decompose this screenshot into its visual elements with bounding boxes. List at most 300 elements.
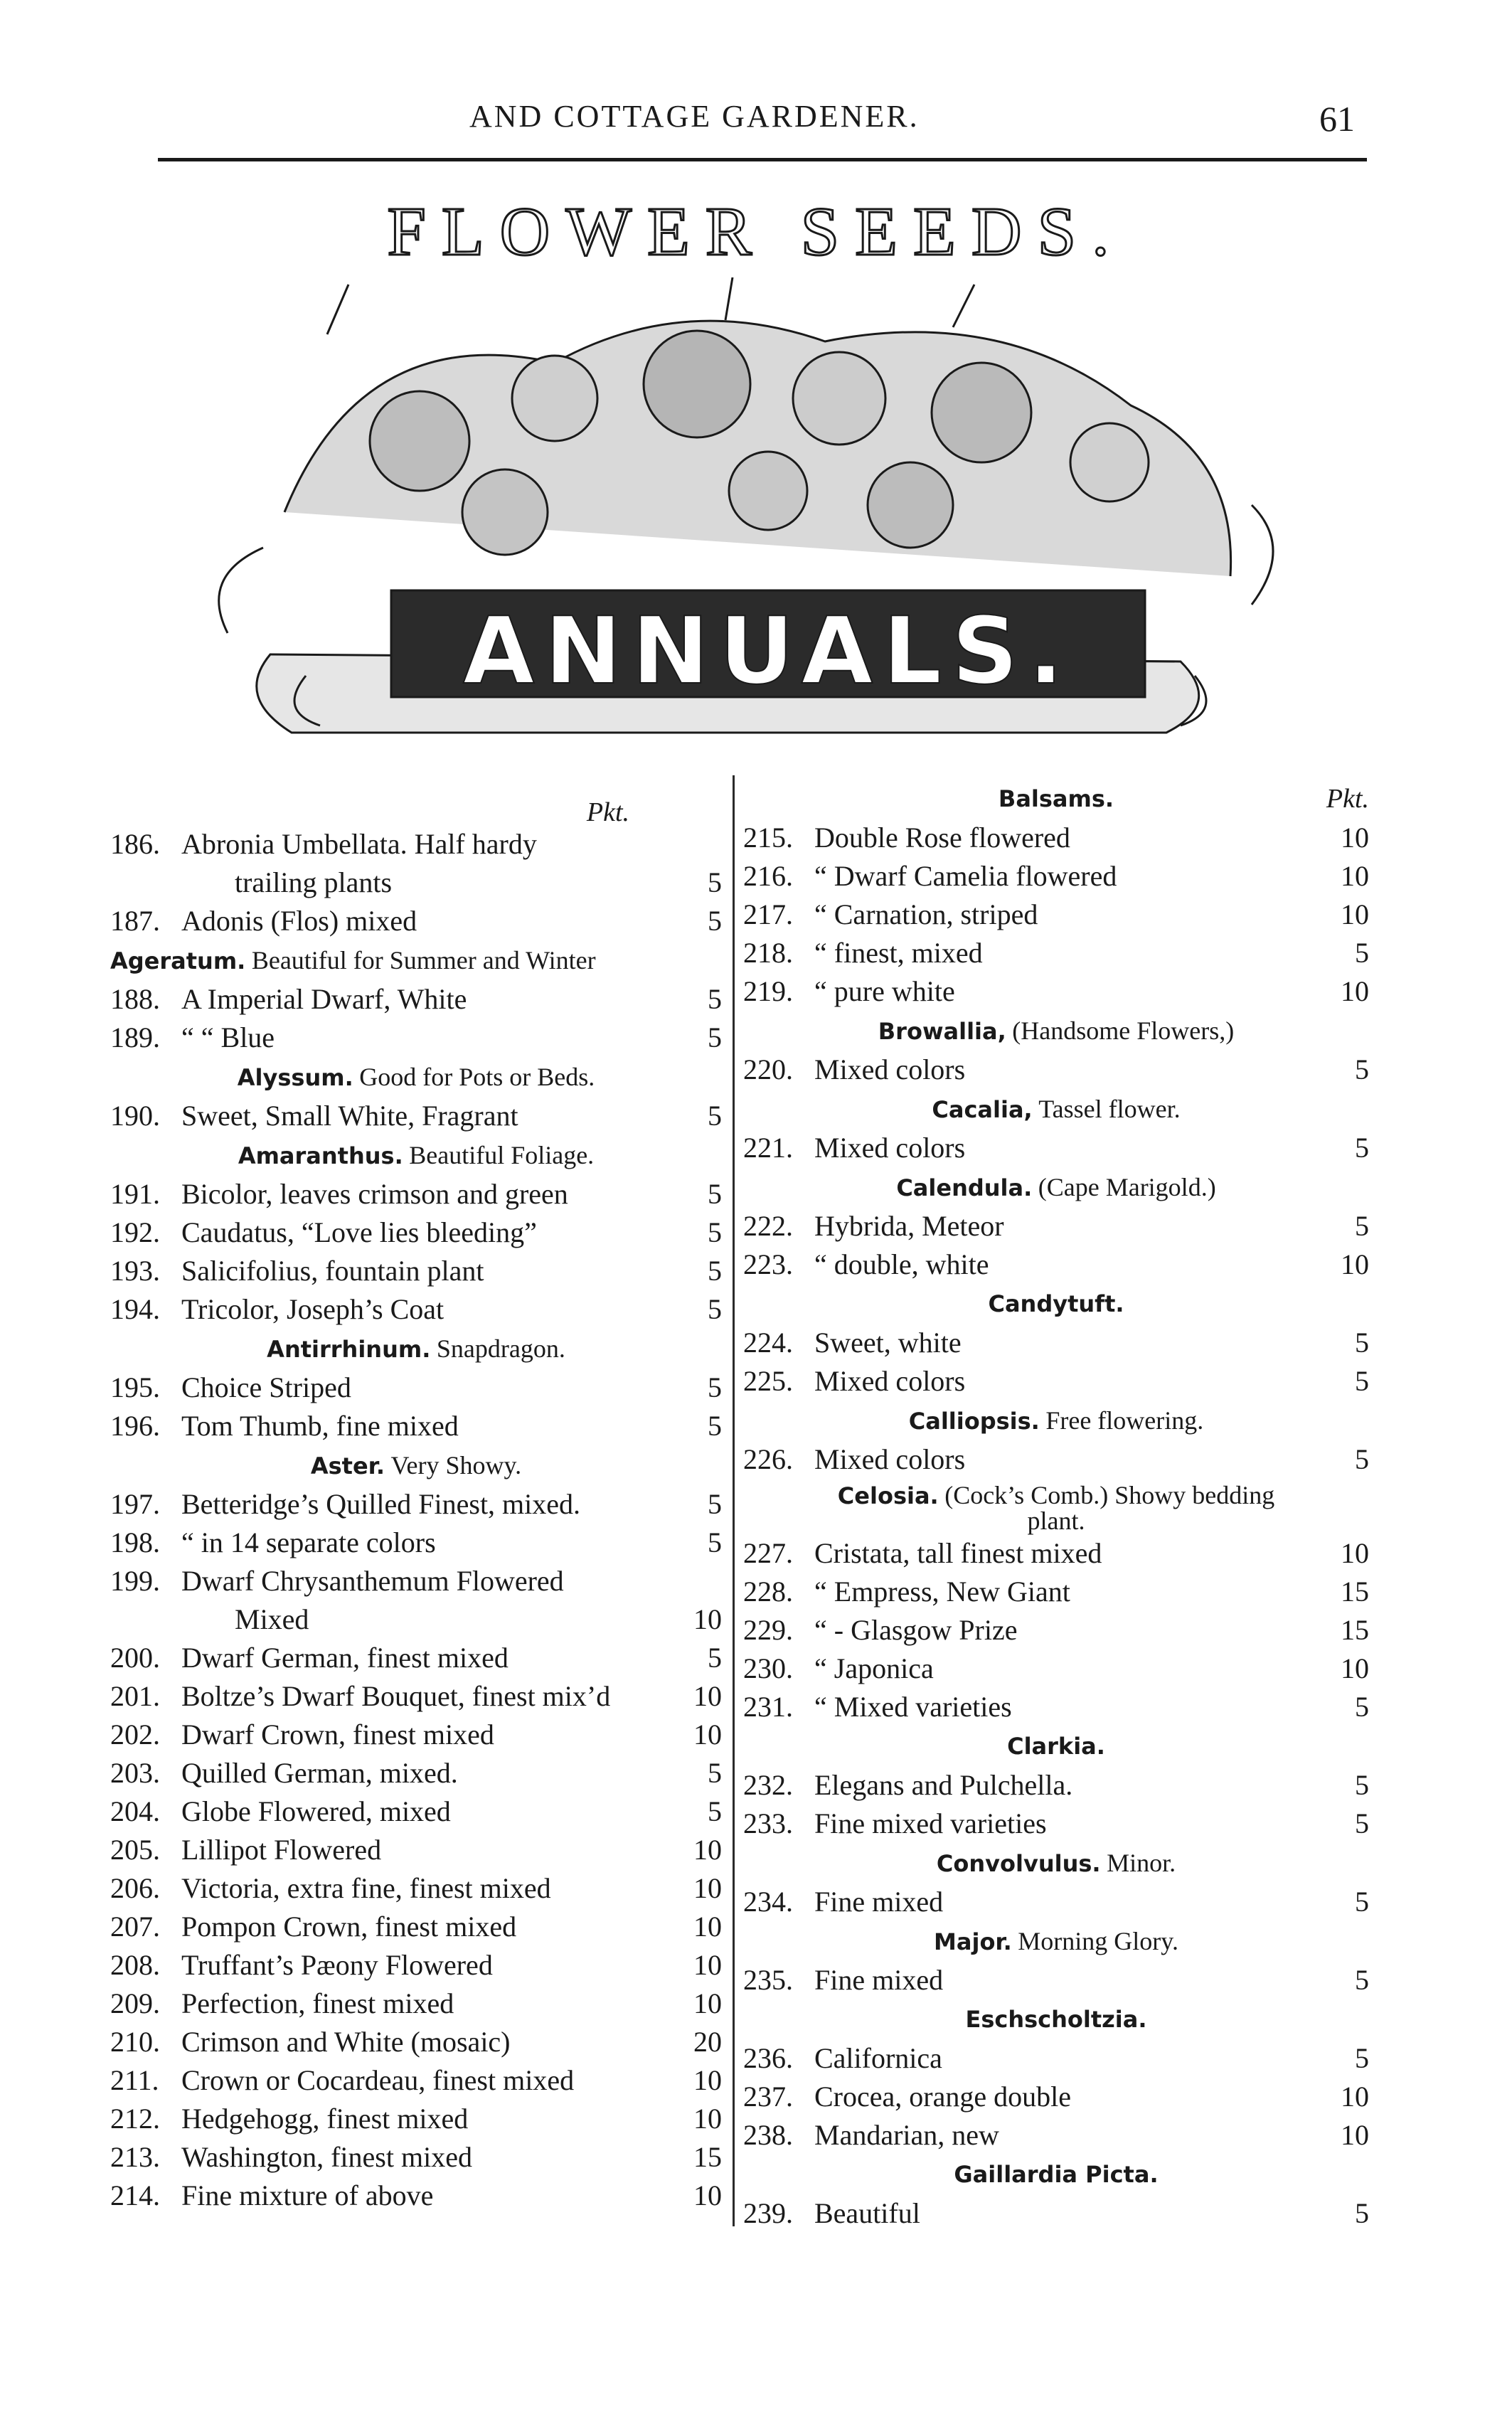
- entry-lead: [110, 1100, 523, 1132]
- section-header: [110, 1445, 722, 1485]
- entry-lead: [110, 1410, 463, 1442]
- entry-lead: [743, 898, 1042, 930]
- section-header: [743, 1401, 1369, 1440]
- entry-name: Abronia Umbellata. Half hardy: [181, 828, 537, 860]
- entry-price: 5: [703, 1019, 722, 1057]
- list-item: [110, 1677, 722, 1716]
- entry-price: 10: [1336, 819, 1369, 857]
- list-item: [743, 896, 1369, 934]
- list-item: [110, 1407, 722, 1445]
- section-header-description: (Cock’s Comb.) Showy bedding: [944, 1481, 1275, 1509]
- section-header: [743, 1167, 1369, 1207]
- entry-name: Truffant’s Pæony Flowered: [181, 1949, 493, 1981]
- section-header: [743, 1726, 1369, 1766]
- entry-number: 194.: [110, 1293, 160, 1325]
- list-item: [743, 1051, 1369, 1089]
- entry-number: 227.: [743, 1537, 793, 1569]
- entry-name: Crocea, orange double: [814, 2081, 1071, 2113]
- entry-name: Mixed colors: [814, 1365, 966, 1397]
- section-header: [743, 1999, 1369, 2039]
- entry-name: Dwarf Chrysanthemum Flowered: [181, 1565, 564, 1597]
- entry-number: 201.: [110, 1680, 160, 1712]
- entry-number: 198.: [110, 1526, 160, 1558]
- entry-number: 232.: [743, 1769, 793, 1801]
- entry-price: 5: [703, 1485, 722, 1524]
- section-header-description: Beautiful Foliage.: [409, 1141, 595, 1169]
- entry-lead: [110, 2141, 477, 2173]
- entry-name: Cristata, tall finest mixed: [814, 1537, 1102, 1569]
- entry-lead: [110, 2026, 515, 2058]
- entry-lead: [110, 1795, 455, 1827]
- entry-name: Perfection, finest mixed: [181, 1987, 454, 2019]
- entry-number: 237.: [743, 2081, 793, 2113]
- entry-number: 235.: [743, 1964, 793, 1996]
- entry-number: 207.: [110, 1911, 160, 1943]
- entry-price: 5: [703, 1252, 722, 1290]
- entry-lead: [743, 822, 1075, 854]
- entry-name: Tom Thumb, fine mixed: [181, 1410, 459, 1442]
- list-item: [110, 1639, 722, 1677]
- list-item: [110, 1754, 722, 1792]
- entry-price: 5: [703, 1369, 722, 1407]
- entry-price: 5: [703, 1290, 722, 1329]
- entry-price: 5: [703, 1213, 722, 1252]
- entry-lead: [110, 1949, 497, 1981]
- entry-name: Choice Striped: [181, 1371, 351, 1403]
- entry-name: trailing plants: [235, 866, 393, 898]
- list-item: [110, 1175, 722, 1213]
- section-header: [743, 779, 1369, 819]
- entry-name: “ Carnation, striped: [814, 898, 1038, 930]
- entry-lead: [110, 1642, 513, 1674]
- entry-name: “ - Glasgow Prize: [814, 1614, 1018, 1646]
- section-header-title: Browallia,: [878, 1018, 1006, 1045]
- list-item: [743, 1961, 1369, 1999]
- entry-lead: [743, 1210, 1008, 1242]
- entry-price: 5: [1351, 1440, 1369, 1479]
- entry-name: Elegans and Pulchella.: [814, 1769, 1073, 1801]
- entry-name: Mixed colors: [814, 1132, 966, 1164]
- entry-lead: [110, 2064, 578, 2096]
- entry-number: 224.: [743, 1327, 793, 1359]
- list-item: [743, 1324, 1369, 1362]
- entry-lead: [743, 1443, 969, 1475]
- entry-number: 233.: [743, 1807, 793, 1839]
- entry-price: 10: [689, 1677, 722, 1716]
- entry-number: 236.: [743, 2042, 793, 2074]
- entry-price: 10: [689, 2177, 722, 2215]
- entry-price: 10: [1336, 1534, 1369, 1573]
- entry-lead: [110, 1293, 448, 1325]
- list-item: [110, 2023, 722, 2061]
- entry-price: 5: [703, 1754, 722, 1792]
- entry-lead: [743, 937, 987, 969]
- entry-price: 5: [703, 864, 722, 902]
- entry-number: 231.: [743, 1691, 793, 1723]
- entry-number: 221.: [743, 1132, 793, 1164]
- entry-price: 10: [689, 1600, 722, 1639]
- section-header-description: (Handsome Flowers,): [1012, 1016, 1235, 1045]
- entry-number: 193.: [110, 1255, 160, 1287]
- list-item: [110, 2138, 722, 2177]
- entry-name: Fine mixed varieties: [814, 1807, 1047, 1839]
- entry-lead: [743, 1537, 1106, 1569]
- entry-lead: [743, 1652, 938, 1684]
- entry-lead: [110, 1216, 541, 1248]
- entry-lead: [743, 1691, 1016, 1723]
- entry-price: 10: [689, 1831, 722, 1869]
- list-item: [743, 1129, 1369, 1167]
- list-item: [743, 1805, 1369, 1843]
- entry-lead: [110, 1565, 568, 1597]
- page-number: 61: [1319, 99, 1355, 139]
- entry-lead: [743, 1053, 969, 1085]
- entry-price: 10: [689, 1985, 722, 2023]
- entry-name: Salicifolius, fountain plant: [181, 1255, 484, 1287]
- entry-lead: [110, 828, 541, 860]
- section-header: [743, 1011, 1369, 1051]
- list-item: [743, 972, 1369, 1011]
- entry-price: 15: [689, 2138, 722, 2177]
- entry-price: 5: [1351, 1766, 1369, 1805]
- entry-name: “ “ Blue: [181, 1021, 275, 1053]
- entry-price: 5: [1351, 1961, 1369, 1999]
- pkt-label-left: Pkt.: [586, 797, 629, 827]
- list-item: [110, 1716, 722, 1754]
- entry-name: Beautiful: [814, 2197, 920, 2229]
- list-item: [743, 934, 1369, 972]
- entry-price: 5: [1351, 2039, 1369, 2078]
- list-item: [743, 2039, 1369, 2078]
- entry-price: 10: [689, 2100, 722, 2138]
- entry-name: Mandarian, new: [814, 2119, 999, 2151]
- entry-lead: [743, 1248, 994, 1280]
- entry-lead: [743, 2119, 1003, 2151]
- list-item: [110, 825, 722, 902]
- list-item: [110, 1097, 722, 1135]
- entry-name: Lillipot Flowered: [181, 1834, 382, 1866]
- entry-lead: [743, 1327, 966, 1359]
- entry-number: 212.: [110, 2103, 160, 2135]
- section-header-description: Good for Pots or Beds.: [359, 1063, 595, 1091]
- section-header: [743, 1921, 1369, 1961]
- entry-number: 209.: [110, 1987, 160, 2019]
- entry-price: 10: [689, 1716, 722, 1754]
- list-item: [110, 1369, 722, 1407]
- section-header: [743, 1284, 1369, 1324]
- entry-name: Tricolor, Joseph’s Coat: [181, 1293, 444, 1325]
- entry-name: Fine mixed: [814, 1886, 944, 1918]
- entry-number: 228.: [743, 1576, 793, 1608]
- entry-price: 5: [703, 980, 722, 1019]
- entry-price: 15: [1336, 1611, 1369, 1649]
- entry-lead: [743, 1807, 1051, 1839]
- entry-price: 10: [1336, 857, 1369, 896]
- entry-price: 10: [1336, 2078, 1369, 2116]
- annuals-floral-vignette: [185, 277, 1316, 790]
- entry-name: Caudatus, “Love lies bleeding”: [181, 1216, 537, 1248]
- section-header-title: Eschscholtzia.: [965, 2006, 1147, 2033]
- entry-number: 229.: [743, 1614, 793, 1646]
- list-item: [743, 1534, 1369, 1573]
- entry-lead: [110, 1178, 573, 1210]
- entry-lead: [110, 1757, 462, 1789]
- entry-number: 210.: [110, 2026, 160, 2058]
- list-item: [110, 1562, 722, 1639]
- entry-price: 10: [689, 1869, 722, 1908]
- entry-number: 189.: [110, 1021, 160, 1053]
- entry-lead: [110, 2103, 472, 2135]
- entry-price: 10: [1336, 2116, 1369, 2155]
- entry-name: Dwarf Crown, finest mixed: [181, 1718, 494, 1750]
- entry-price: 15: [1336, 1573, 1369, 1611]
- list-item: [110, 980, 722, 1019]
- section-header: [743, 1089, 1369, 1129]
- entry-price: 10: [1336, 1649, 1369, 1688]
- section-header-title: Major.: [934, 1928, 1012, 1955]
- entry-number: 222.: [743, 1210, 793, 1242]
- section-header-title: Clarkia.: [1007, 1733, 1105, 1760]
- list-item: [110, 902, 722, 940]
- section-header: [743, 1479, 1369, 1534]
- list-item: [743, 1611, 1369, 1649]
- entry-number: 196.: [110, 1410, 160, 1442]
- entry-price: 10: [1336, 896, 1369, 934]
- entry-number: 187.: [110, 905, 160, 937]
- list-item: [743, 819, 1369, 857]
- section-header-description: Tassel flower.: [1038, 1095, 1181, 1123]
- annuals-banner-text: ANNUALS.: [462, 597, 1074, 705]
- entry-number: 205.: [110, 1834, 160, 1866]
- entry-number: 214.: [110, 2179, 160, 2211]
- section-header-title: Cacalia,: [932, 1096, 1033, 1123]
- entry-price: 5: [1351, 1362, 1369, 1401]
- entry-name: “ Japonica: [814, 1652, 934, 1684]
- entry-name: A Imperial Dwarf, White: [181, 983, 467, 1015]
- list-item: [110, 1252, 722, 1290]
- entry-lead: [110, 1488, 585, 1520]
- entry-price: 5: [1351, 1129, 1369, 1167]
- entry-lead: [110, 1718, 499, 1750]
- list-item: [110, 1290, 722, 1329]
- column-divider: [733, 775, 735, 2226]
- entry-number: 188.: [110, 983, 160, 1015]
- entry-name: “ finest, mixed: [814, 937, 983, 969]
- section-header-title: Calendula.: [896, 1174, 1033, 1201]
- entry-price: 5: [703, 1639, 722, 1677]
- entry-lead: [110, 1371, 356, 1403]
- list-item: [743, 2194, 1369, 2233]
- section-header: [110, 940, 722, 980]
- entry-name: Californica: [814, 2042, 942, 2074]
- list-item: [110, 1946, 722, 1985]
- entry-number: 218.: [743, 937, 793, 969]
- entry-number: 202.: [110, 1718, 160, 1750]
- list-item: [743, 1362, 1369, 1401]
- entry-lead: [743, 2042, 947, 2074]
- pkt-label-right: Pkt.: [1326, 784, 1369, 814]
- section-header-description: plant.: [1027, 1507, 1085, 1535]
- entry-number: 215.: [743, 822, 793, 854]
- section-header: [743, 2155, 1369, 2194]
- section-header-description: Free flowering.: [1045, 1406, 1204, 1435]
- entry-price: 10: [689, 1908, 722, 1946]
- entry-price: 10: [689, 2061, 722, 2100]
- section-header: [743, 1843, 1369, 1883]
- entry-number: 190.: [110, 1100, 160, 1132]
- entry-number: 226.: [743, 1443, 793, 1475]
- entry-number: 225.: [743, 1365, 793, 1397]
- section-header-title: Ageratum.: [110, 947, 246, 974]
- entry-price: 20: [689, 2023, 722, 2061]
- entry-name: Bicolor, leaves crimson and green: [181, 1178, 568, 1210]
- section-header: [110, 1057, 722, 1097]
- entry-lead: [743, 1964, 947, 1996]
- entry-number: 200.: [110, 1642, 160, 1674]
- entry-number: 206.: [110, 1872, 160, 1904]
- section-header-description: (Cape Marigold.): [1038, 1173, 1216, 1201]
- section-header: [110, 1135, 722, 1175]
- right-column: [743, 779, 1369, 2233]
- entry-price: 5: [703, 1097, 722, 1135]
- entry-number: 238.: [743, 2119, 793, 2151]
- entry-lead: [743, 1886, 947, 1918]
- entry-lead: [110, 1911, 521, 1943]
- section-header-title: Aster.: [310, 1452, 385, 1479]
- entry-name: Washington, finest mixed: [181, 2141, 472, 2173]
- entry-number: 204.: [110, 1795, 160, 1827]
- list-item: [743, 1245, 1369, 1284]
- entry-lead: [743, 1576, 1075, 1608]
- entry-lead: [743, 1769, 1077, 1801]
- entry-number: 219.: [743, 975, 793, 1007]
- entry-name: Adonis (Flos) mixed: [181, 905, 417, 937]
- list-item: [743, 857, 1369, 896]
- list-item: [743, 1207, 1369, 1245]
- list-item: [110, 1792, 722, 1831]
- entry-number: 192.: [110, 1216, 160, 1248]
- list-item: [743, 1649, 1369, 1688]
- entry-price: 5: [703, 1792, 722, 1831]
- list-item: [110, 1831, 722, 1869]
- entry-price: 5: [1351, 1688, 1369, 1726]
- section-header: [110, 1329, 722, 1369]
- entry-name: Mixed: [235, 1603, 309, 1635]
- entry-price: 5: [1351, 1324, 1369, 1362]
- entry-lead: [110, 1987, 458, 2019]
- entry-number: 239.: [743, 2197, 793, 2229]
- entry-name: “ in 14 separate colors: [181, 1526, 436, 1558]
- entry-name: Quilled German, mixed.: [181, 1757, 458, 1789]
- section-header-title: Gaillardia Picta.: [954, 2161, 1159, 2188]
- entry-name: “ pure white: [814, 975, 955, 1007]
- list-item: [110, 1524, 722, 1562]
- entry-number: 213.: [110, 2141, 160, 2173]
- entry-number: 230.: [743, 1652, 793, 1684]
- entry-name: Victoria, extra fine, finest mixed: [181, 1872, 551, 1904]
- entry-lead: [110, 1834, 385, 1866]
- entry-price: 5: [703, 1175, 722, 1213]
- list-item: [110, 2177, 722, 2215]
- entry-lead: [110, 1021, 279, 1053]
- list-item: [743, 2078, 1369, 2116]
- entry-price: 10: [1336, 972, 1369, 1011]
- entry-lead: [743, 975, 959, 1007]
- section-header-title: Calliopsis.: [908, 1408, 1040, 1435]
- entry-name: Hedgehogg, finest mixed: [181, 2103, 469, 2135]
- entry-number: 211.: [110, 2064, 159, 2096]
- entry-name: Hybrida, Meteor: [814, 1210, 1004, 1242]
- section-header-description: Snapdragon.: [436, 1334, 565, 1363]
- list-item: [743, 1440, 1369, 1479]
- entry-name: Crown or Cocardeau, finest mixed: [181, 2064, 575, 2096]
- list-item: [110, 1019, 722, 1057]
- entry-price: 5: [703, 1407, 722, 1445]
- section-header-description: Morning Glory.: [1018, 1927, 1178, 1955]
- entry-name: “ double, white: [814, 1248, 989, 1280]
- running-head: AND COTTAGE GARDENER.: [469, 99, 920, 134]
- list-item: [110, 1985, 722, 2023]
- entry-name: Mixed colors: [814, 1053, 966, 1085]
- entry-number: 234.: [743, 1886, 793, 1918]
- entry-name: Dwarf German, finest mixed: [181, 1642, 509, 1674]
- entry-lead: [110, 1526, 440, 1558]
- entry-lead: [743, 1132, 969, 1164]
- list-item: [110, 2061, 722, 2100]
- entry-name: “ Dwarf Camelia flowered: [814, 860, 1117, 892]
- section-header-title: Antirrhinum.: [267, 1336, 431, 1363]
- header-rule: [158, 158, 1367, 161]
- entry-number: 217.: [743, 898, 793, 930]
- entry-name: Fine mixture of above: [181, 2179, 434, 2211]
- entry-lead: [110, 905, 421, 937]
- section-header-title: Celosia.: [837, 1482, 939, 1509]
- entry-lead: [110, 983, 471, 1015]
- entry-price: 5: [1351, 934, 1369, 972]
- list-item: [110, 1869, 722, 1908]
- section-header-title: Candytuft.: [988, 1290, 1124, 1317]
- entry-number: 203.: [110, 1757, 160, 1789]
- entry-name: Sweet, Small White, Fragrant: [181, 1100, 518, 1132]
- entry-lead: [743, 2081, 1075, 2113]
- entry-price: 5: [1351, 1883, 1369, 1921]
- entry-name: Globe Flowered, mixed: [181, 1795, 451, 1827]
- entry-price: 5: [1351, 1051, 1369, 1089]
- section-header-title: Balsams.: [998, 785, 1114, 812]
- entry-name: Boltze’s Dwarf Bouquet, finest mix’d: [181, 1680, 611, 1712]
- list-item: [110, 1213, 722, 1252]
- entry-price: 5: [703, 1524, 722, 1562]
- entry-price: 10: [689, 1946, 722, 1985]
- entry-name: Sweet, white: [814, 1327, 962, 1359]
- entry-price: 5: [1351, 1805, 1369, 1843]
- entry-price: 10: [1336, 1245, 1369, 1284]
- entry-price: 5: [1351, 1207, 1369, 1245]
- entry-lead: [743, 860, 1121, 892]
- section-header-title: Convolvulus.: [936, 1850, 1101, 1877]
- section-header-title: Amaranthus.: [238, 1142, 403, 1169]
- entry-name: Crimson and White (mosaic): [181, 2026, 511, 2058]
- entry-price: 5: [1351, 2194, 1369, 2233]
- entry-name: “ Mixed varieties: [814, 1691, 1012, 1723]
- list-item: [743, 1883, 1369, 1921]
- entry-name: Betteridge’s Quilled Finest, mixed.: [181, 1488, 581, 1520]
- entry-number: 191.: [110, 1178, 160, 1210]
- list-item: [743, 1688, 1369, 1726]
- list-item: [110, 2100, 722, 2138]
- entry-name: “ Empress, New Giant: [814, 1576, 1070, 1608]
- section-header-description: Minor.: [1107, 1849, 1176, 1877]
